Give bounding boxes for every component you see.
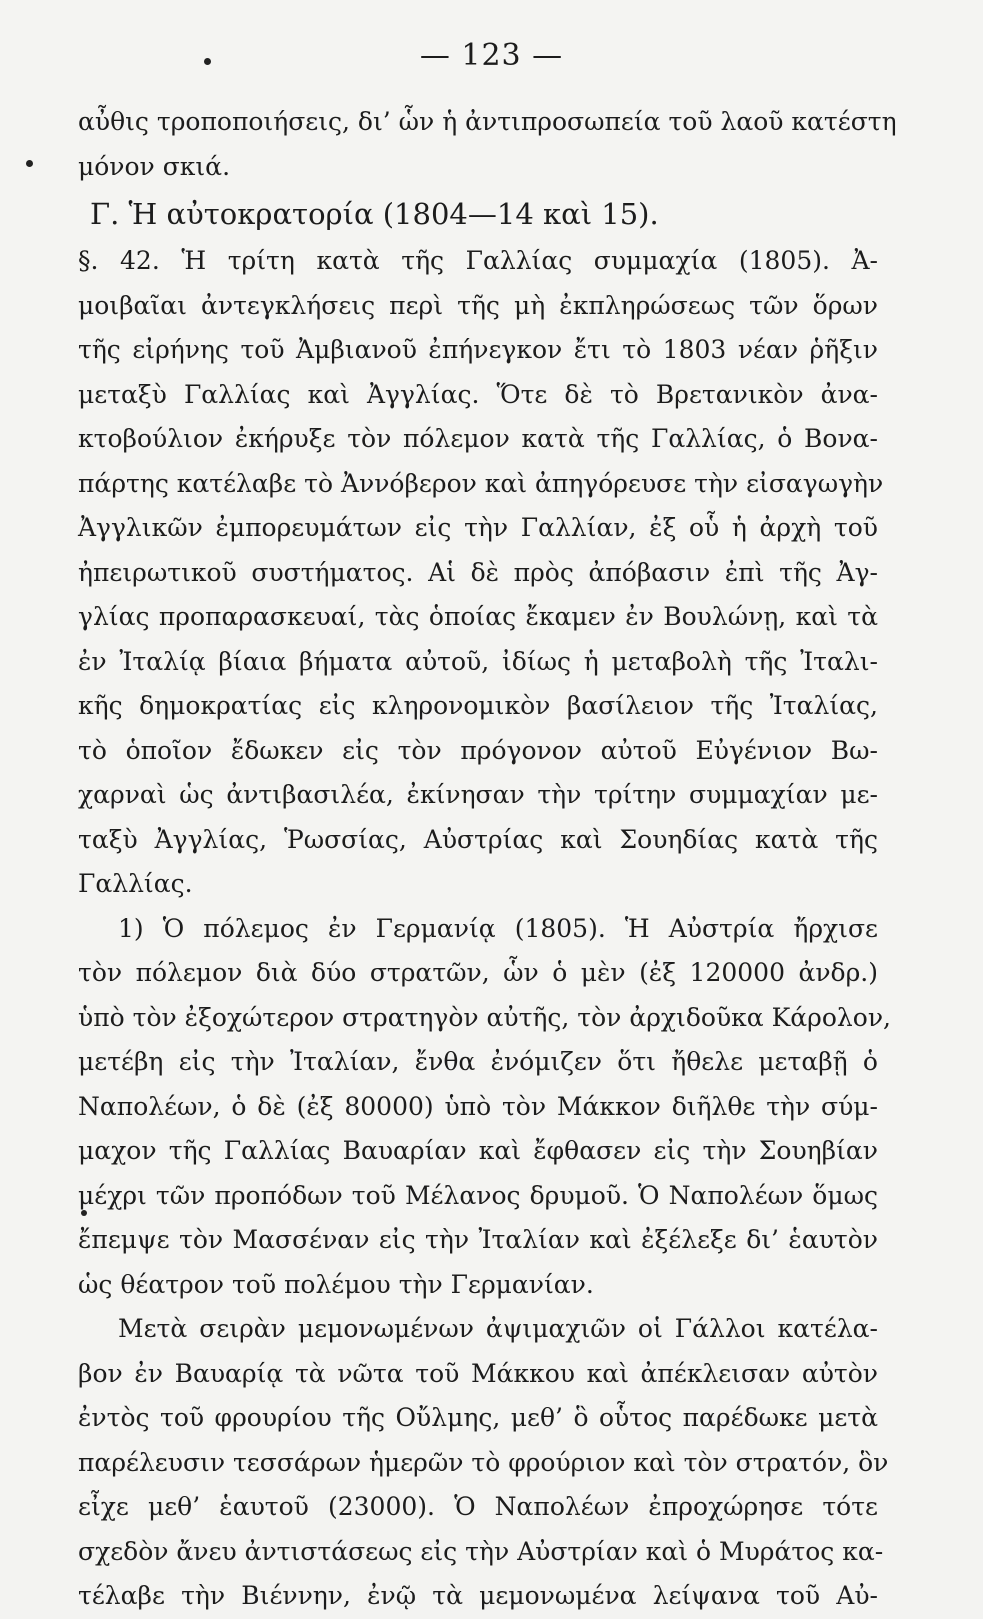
text-line: παρέλευσιν τεσσάρων ἡμερῶν τὸ φρούριον καὶ τὸν στρατόν, ὃν xyxy=(78,1447,889,1477)
text-line: γλίας προπαρασκευαί, τὰς ὁποίας ἔκαμεν ἐν Βουλώνῃ, καὶ τὰ xyxy=(78,602,878,631)
text-line: πάρτης κατέλαβε τὸ Ἀννόβερον καὶ ἀπηγόρευσε τὴν εἰσαγωγὴν xyxy=(78,468,884,498)
text-line: Ναπολέων, ὁ δὲ (ἐξ 80000) ὑπὸ τὸν Μάκκον διῆλθε τὴν σύμ- xyxy=(78,1091,878,1121)
text-line: τέλαβε τὴν Βιέννην, ἐνῷ τὰ μεμονωμένα λείψανα τοῦ Αὐ- xyxy=(78,1581,878,1610)
text-line: ἐντὸς τοῦ φρουρίου τῆς Οὔλμης, μεθ’ ὃ οὗτος παρέδωκε μετὰ xyxy=(78,1403,878,1432)
ink-spot xyxy=(26,160,33,167)
text-line: μεταξὺ Γαλλίας καὶ Ἀγγλίας. Ὅτε δὲ τὸ Βρετανικὸν ἀνα- xyxy=(78,379,878,409)
text-line: αὖθις τροποποιήσεις, δι’ ὧν ἡ ἀντιπροσωπεία τοῦ λαοῦ κατέστη xyxy=(78,107,897,136)
text-line: τὸ ὁποῖον ἔδωκεν εἰς τὸν πρόγονον αὐτοῦ Εὐγένιον Βω- xyxy=(78,735,878,765)
text-line: §. 42. Ἡ τρίτη κατὰ τῆς Γαλλίας συμμαχία (1805). Ἀ- xyxy=(78,246,878,275)
text-line: Γαλλίας. xyxy=(78,869,193,898)
text-line: μαχον τῆς Γαλλίας Βαυαρίαν καὶ ἔφθασεν εἰς τὴν Σουηβίαν xyxy=(78,1136,878,1165)
text-line: χαρναὶ ὡς ἀντιβασιλέα, ἐκίνησαν τὴν τρίτην συμμαχίαν με- xyxy=(78,780,878,809)
text-line: μετέβη εἰς τὴν Ἰταλίαν, ἔνθα ἐνόμιζεν ὅτι ἤθελε μεταβῇ ὁ xyxy=(78,1047,878,1076)
text-line: μέχρι τῶν προπόδων τοῦ Μέλανος δρυμοῦ. Ὁ Ναπολέων ὅμως xyxy=(78,1180,878,1210)
text-line: ἔπεμψε τὸν Μασσέναν εἰς τὴν Ἰταλίαν καὶ ἐξέλεξε δι’ ἑαυτὸν xyxy=(78,1225,878,1254)
text-line: τῆς εἰρήνης τοῦ Ἀμβιανοῦ ἐπήνεγκον ἔτι τὸ 1803 νέαν ῥῆξιν xyxy=(78,335,878,364)
text-line: ὡς θέατρον τοῦ πολέμου τὴν Γερμανίαν. xyxy=(78,1269,594,1299)
text-line: ὑπὸ τὸν ἐξοχώτερον στρατηγὸν αὐτῆς, τὸν ἀρχιδοῦκα Κάρολον, xyxy=(78,1002,891,1032)
text-line: κτοβούλιον ἐκήρυξε τὸν πόλεμον κατὰ τῆς Γαλλίας, ὁ Βονα- xyxy=(78,424,878,453)
text-line: μόνον σκιά. xyxy=(78,151,231,181)
text-line: κῆς δημοκρατίας εἰς κληρονομικὸν βασίλειον τῆς Ἰταλίας, xyxy=(78,691,878,720)
body-text xyxy=(78,100,897,1619)
text-line: Μετὰ σειρὰν μεμονωμένων ἀψιμαχιῶν οἱ Γάλλοι κατέλα- xyxy=(118,1314,878,1343)
text-line: ἐν Ἰταλίᾳ βίαια βήματα αὐτοῦ, ἰδίως ἡ μεταβολὴ τῆς Ἰταλι- xyxy=(78,646,878,676)
text-line: σχεδὸν ἄνευ ἀντιστάσεως εἰς τὴν Αὐστρίαν καὶ ὁ Μυράτος κα- xyxy=(78,1536,884,1566)
text-line: μοιβαῖαι ἀντεγκλήσεις περὶ τῆς μὴ ἐκπληρώσεως τῶν ὅρων xyxy=(78,290,878,320)
text-line: ταξὺ Ἀγγλίας, Ῥωσσίας, Αὐστρίας καὶ Σουηδίας κατὰ τῆς xyxy=(78,824,878,854)
text-line: Ἀγγλικῶν ἐμπορευμάτων εἰς τὴν Γαλλίαν, ἐξ οὗ ἡ ἀρχὴ τοῦ xyxy=(78,513,878,542)
text-line: βον ἐν Βαυαρίᾳ τὰ νῶτα τοῦ Μάκκου καὶ ἀπέκλεισαν αὐτὸν xyxy=(78,1358,878,1388)
text-line: ἠπειρωτικοῦ συστήματος. Αἱ δὲ πρὸς ἀπόβασιν ἐπὶ τῆς Ἀγ- xyxy=(78,557,878,587)
section-heading: Γ. Ἡ αὐτοκρατορία (1804—14 καὶ 15). xyxy=(90,197,659,231)
page-number: — 123 — xyxy=(419,38,564,73)
text-line: 1) Ὁ πόλεμος ἐν Γερμανίᾳ (1805). Ἡ Αὐστρία ἤρχισε xyxy=(118,913,878,943)
text-line: τὸν πόλεμον διὰ δύο στρατῶν, ὧν ὁ μὲν (ἐξ 120000 ἀνδρ.) xyxy=(78,958,878,987)
text-line: εἶχε μεθ’ ἑαυτοῦ (23000). Ὁ Ναπολέων ἐπροχώρησε τότε xyxy=(78,1492,878,1521)
